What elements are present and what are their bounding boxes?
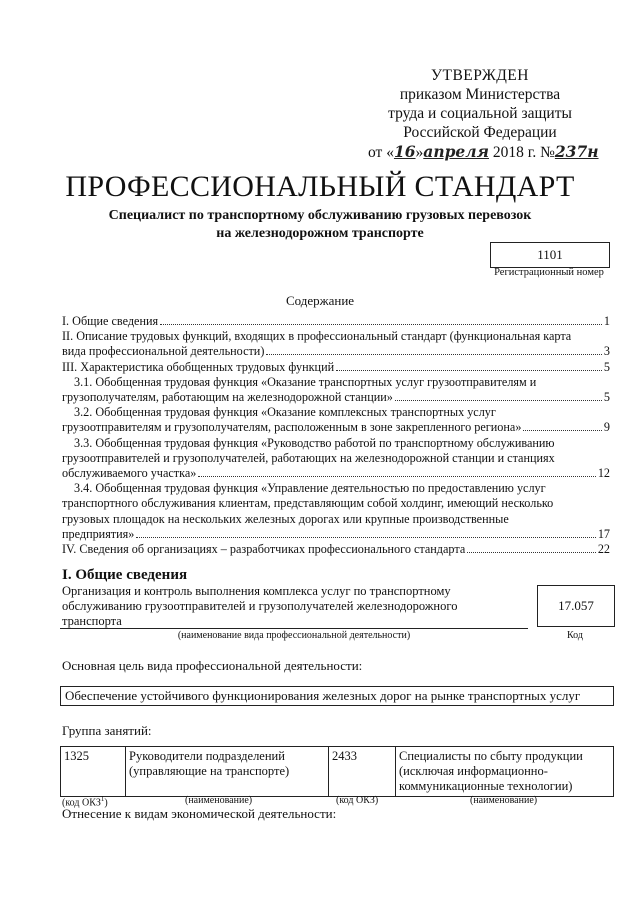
activity-name-line: Организация и контроль выполнения комплекса услуг по транспортному — [62, 584, 451, 598]
order-number: 237н — [554, 142, 599, 161]
toc-leader — [266, 354, 602, 355]
subtitle-line: на железнодорожном транспорте — [216, 226, 424, 241]
toc-item — [62, 314, 610, 329]
toc-item — [62, 436, 610, 482]
subtitle-line: Специалист по транспортному обслуживанию грузовых перевозок — [108, 208, 532, 223]
toc-page: 5 — [603, 390, 610, 405]
toc-item-text: предприятия» — [62, 526, 135, 541]
toc-heading: Содержание — [285, 293, 355, 308]
toc-item-text: II. Описание трудовых функций, входящих в профессиональный стандарт (функциональная карта — [62, 329, 572, 344]
toc-item — [62, 360, 610, 375]
toc-item-text: вида профессиональной деятельности) — [62, 344, 265, 359]
footnote-marker: 1 — [100, 795, 105, 803]
toc-page: 5 — [603, 359, 610, 374]
registration-number-label: Регистрационный номер — [494, 267, 604, 278]
goal-label: Основная цель вида профессиональной деятельности: — [62, 658, 363, 673]
toc-item-text: 3.2. Обобщенная трудовая функция «Оказание комплексных транспортных услуг — [74, 405, 496, 420]
occupation-name-cell: Руководители подразделений (управляющие на транспорте) — [126, 747, 329, 797]
occupations-label: Группа занятий: — [62, 723, 152, 738]
activity-code-box: 17.057 — [537, 585, 615, 627]
toc-item — [62, 481, 610, 542]
toc-leader — [395, 400, 602, 401]
approval-line: труда и социальной защиты — [388, 105, 572, 122]
toc-leader — [467, 552, 596, 553]
activity-name — [62, 584, 482, 629]
toc-page: 17 — [597, 526, 610, 541]
toc-page: 22 — [597, 542, 610, 557]
toc-item-text: грузополучателям, работающим на железнодорожной станции» — [62, 390, 393, 405]
toc-item-text: 3.4. Обобщенная трудовая функция «Управление деятельностью по предоставлению услуг — [74, 481, 546, 496]
caption-text: ) — [104, 797, 108, 809]
toc-leader — [136, 537, 595, 538]
toc-item-text: обслуживаемого участка» — [62, 466, 197, 481]
document-subtitle — [60, 207, 580, 243]
okz-code-cell: 1325 — [61, 747, 126, 797]
date-day: 16 — [393, 142, 416, 161]
name-caption: (наименование) — [470, 795, 538, 806]
activity-name-line: транспорта — [62, 614, 122, 628]
toc-item-text: III. Характеристика обобщенных трудовых функций — [62, 359, 335, 374]
toc-item-text: 3.3. Обобщенная трудовая функция «Руководство работой по транспортному обслуживанию — [74, 435, 555, 450]
section-heading: I. Общие сведения — [62, 567, 188, 583]
date-month: апреля — [423, 142, 489, 161]
occupation-name-cell: Специалисты по сбыту продукции (исключая информационно-коммуникационные технологии) — [396, 747, 614, 797]
approval-line: приказом Министерства — [399, 86, 561, 103]
toc-item — [62, 375, 610, 405]
toc-item — [62, 542, 610, 557]
okz-code-cell: 2433 — [329, 747, 396, 797]
divider-line — [60, 628, 528, 629]
goal-text: Обеспечение устойчивого функционирования железных дорог на рынке транспортных услуг — [65, 688, 581, 703]
document-title: ПРОФЕССИОНАЛЬНЫЙ СТАНДАРТ — [65, 170, 575, 203]
approval-block — [360, 66, 600, 162]
activity-code-caption: Код — [567, 630, 583, 641]
toc-item-text: транспортного обслуживания клиентам, представляющим собой холдинг, имеющий несколько — [62, 496, 554, 511]
activity-name-line: обслуживанию грузоотправителей и грузополучателей железнодорожного — [62, 599, 458, 613]
toc-item-text: I. Общие сведения — [62, 314, 159, 328]
toc-leader — [160, 324, 602, 325]
toc-item-text: IV. Сведения об организациях – разработчиках профессионального стандарта — [62, 542, 466, 557]
toc-item — [62, 405, 610, 435]
date-mid: » — [415, 144, 424, 161]
table-of-contents — [62, 314, 610, 557]
toc-page: 1 — [603, 314, 610, 328]
toc-item-text: грузоотправителям и грузополучателям, расположенным в зоне закрепленного региона» — [62, 420, 522, 435]
registration-number-box: 1101 — [490, 242, 610, 268]
approval-date — [360, 142, 600, 162]
toc-item-text: грузовых площадок на нескольких железных дорогах или крупные производственные — [62, 511, 509, 526]
toc-page: 12 — [597, 466, 610, 481]
toc-leader — [336, 370, 602, 371]
table-row — [61, 747, 614, 797]
toc-item-text: 3.1. Обобщенная трудовая функция «Оказание транспортных услуг грузоотправителям и — [74, 374, 537, 389]
date-year: 2018 г. № — [492, 144, 555, 161]
occupations-table — [60, 746, 614, 797]
toc-page: 3 — [603, 344, 610, 359]
activity-name-caption: (наименование вида профессиональной деятельности) — [177, 630, 411, 641]
date-prefix: от « — [368, 144, 394, 161]
toc-leader — [523, 430, 601, 431]
econ-activity-label: Отнесение к видам экономической деятельности: — [62, 806, 337, 821]
toc-leader — [198, 476, 595, 477]
approval-title: УТВЕРЖДЕН — [431, 67, 529, 84]
goal-box — [60, 686, 614, 706]
approval-line: Российской Федерации — [403, 124, 557, 141]
caption-text: (код ОКЗ — [62, 797, 101, 809]
toc-item-text: грузоотправителей и грузополучателей, работающих на железнодорожной станции и станциях — [62, 450, 555, 465]
okz-code-caption: (код ОКЗ) — [336, 795, 379, 806]
toc-page: 9 — [603, 420, 610, 435]
name-caption: (наименование) — [185, 795, 253, 806]
toc-item — [62, 329, 610, 359]
